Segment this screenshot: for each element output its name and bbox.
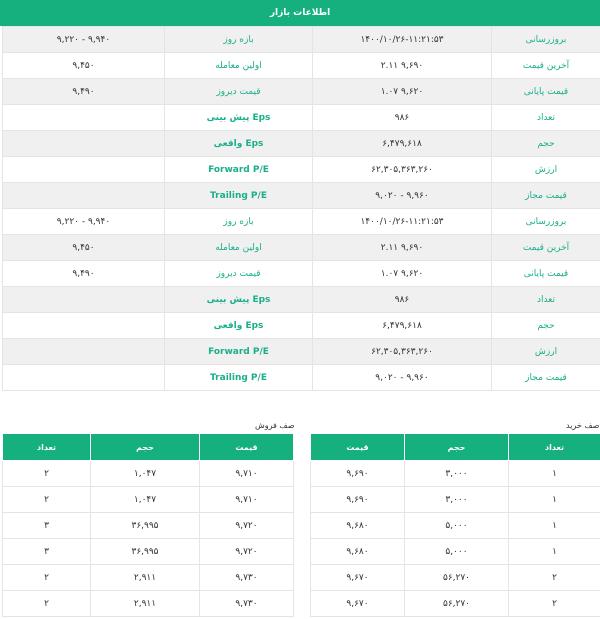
market-label-secondary: اولین معامله [165, 53, 313, 79]
market-info-row [3, 105, 600, 131]
buy-order-row [311, 461, 600, 487]
market-info-row [3, 209, 600, 235]
sell-count-cell: ۲ [3, 487, 91, 513]
sell-count-cell: ۲ [3, 461, 91, 487]
buy-count-cell: ۱ [509, 461, 600, 487]
market-label: بروزرسانی [492, 209, 600, 235]
market-label-secondary: Forward P/E [165, 339, 313, 365]
market-label: بروزرسانی [492, 27, 600, 53]
market-value-secondary: ۹,۴۹۰ [3, 79, 165, 105]
market-value: ۹,۶۹۰ ۲.۱۱ [313, 235, 492, 261]
sell-volume-cell: ۳۶,۹۹۵ [91, 539, 200, 565]
market-info-row [3, 183, 600, 209]
market-value: ۶,۴۷۹,۶۱۸ [313, 131, 492, 157]
market-info-header [0, 0, 600, 26]
buy-count-cell: ۱ [509, 513, 600, 539]
market-value: ۶۲,۳۰۵,۳۶۳,۲۶۰ [313, 157, 492, 183]
buy-volume-cell: ۵۶,۲۷۰ [405, 591, 509, 617]
sell-queue-title: صف فروش [255, 421, 295, 430]
market-info-row [3, 261, 600, 287]
market-value-secondary [3, 157, 165, 183]
buy-queue-title: صف خرید [566, 421, 600, 430]
sell-order-row [3, 565, 294, 591]
market-label: آخرین قیمت [492, 53, 600, 79]
market-label-secondary: Eps پیش بینی [165, 105, 313, 131]
market-info-table [2, 26, 600, 391]
buy-price-cell: ۹,۶۸۰ [311, 513, 405, 539]
sell-price-cell: ۹,۷۲۰ [200, 539, 294, 565]
market-label: قیمت مجاز [492, 365, 600, 391]
market-label: ارزش [492, 339, 600, 365]
market-info-row [3, 131, 600, 157]
market-value-secondary: ۹,۹۴۰ - ۹,۲۲۰ [3, 209, 165, 235]
buy-count-cell: ۲ [509, 591, 600, 617]
sell-price-cell: ۹,۷۲۰ [200, 513, 294, 539]
buy-order-row [311, 539, 600, 565]
market-label-secondary: قیمت دیروز [165, 261, 313, 287]
buy-volume-cell: ۳,۰۰۰ [405, 487, 509, 513]
market-value-secondary [3, 287, 165, 313]
buy-order-row [311, 591, 600, 617]
buy-queue-table [310, 433, 600, 617]
market-value: ۹,۹۶۰ - ۹,۰۲۰ [313, 365, 492, 391]
buy-price-cell: ۹,۶۷۰ [311, 565, 405, 591]
buy-price-cell: ۹,۶۸۰ [311, 539, 405, 565]
market-info-row [3, 339, 600, 365]
market-value-secondary [3, 183, 165, 209]
market-value: ۶,۴۷۹,۶۱۸ [313, 313, 492, 339]
market-label: قیمت مجاز [492, 183, 600, 209]
market-label: حجم [492, 313, 600, 339]
buy-count-cell: ۱ [509, 539, 600, 565]
sell-price-cell: ۹,۷۱۰ [200, 461, 294, 487]
sell-volume-cell: ۲,۹۱۱ [91, 591, 200, 617]
sell-queue-table [2, 433, 294, 617]
market-label: تعداد [492, 287, 600, 313]
sell-price-cell: ۹,۷۳۰ [200, 565, 294, 591]
market-value: ۹,۶۲۰ ۱.۰۷ [313, 79, 492, 105]
market-value-secondary [3, 339, 165, 365]
buy-price-cell: ۹,۶۷۰ [311, 591, 405, 617]
sell-count-header: تعداد [3, 434, 91, 461]
market-value-secondary: ۹,۴۵۰ [3, 235, 165, 261]
market-label-secondary: بازه روز [165, 27, 313, 53]
market-label-secondary: Trailing P/E [165, 183, 313, 209]
sell-order-row [3, 487, 294, 513]
sell-order-row [3, 539, 294, 565]
sell-price-header: قیمت [200, 434, 294, 461]
buy-count-cell: ۲ [509, 565, 600, 591]
buy-price-header: قیمت [311, 434, 405, 461]
sell-volume-cell: ۳۶,۹۹۵ [91, 513, 200, 539]
market-label-secondary: Forward P/E [165, 157, 313, 183]
market-label-secondary: Trailing P/E [165, 365, 313, 391]
market-info-row [3, 157, 600, 183]
sell-volume-cell: ۱,۰۴۷ [91, 461, 200, 487]
market-label: تعداد [492, 105, 600, 131]
buy-order-row [311, 487, 600, 513]
sell-count-cell: ۲ [3, 591, 91, 617]
market-value: ۹,۶۹۰ ۲.۱۱ [313, 53, 492, 79]
sell-count-cell: ۳ [3, 513, 91, 539]
sell-order-row [3, 461, 294, 487]
sell-volume-cell: ۲,۹۱۱ [91, 565, 200, 591]
sell-order-row [3, 591, 294, 617]
market-label-secondary: Eps پیش بینی [165, 287, 313, 313]
market-label-secondary: قیمت دیروز [165, 79, 313, 105]
market-label: قیمت پایانی [492, 261, 600, 287]
buy-volume-cell: ۵,۰۰۰ [405, 539, 509, 565]
market-value: ۹۸۶ [313, 105, 492, 131]
market-value: ۱۴۰۰/۱۰/۲۶-۱۱:۲۱:۵۳ [313, 209, 492, 235]
market-label-secondary: بازه روز [165, 209, 313, 235]
market-label: حجم [492, 131, 600, 157]
buy-price-cell: ۹,۶۹۰ [311, 461, 405, 487]
sell-count-cell: ۲ [3, 565, 91, 591]
market-label: ارزش [492, 157, 600, 183]
sell-volume-header: حجم [91, 434, 200, 461]
sell-volume-cell: ۱,۰۴۷ [91, 487, 200, 513]
market-info-row [3, 79, 600, 105]
sell-order-row [3, 513, 294, 539]
market-value: ۹۸۶ [313, 287, 492, 313]
market-info-row [3, 365, 600, 391]
market-value-secondary [3, 131, 165, 157]
buy-price-cell: ۹,۶۹۰ [311, 487, 405, 513]
market-value-secondary: ۹,۴۹۰ [3, 261, 165, 287]
buy-volume-cell: ۳,۰۰۰ [405, 461, 509, 487]
market-info-row [3, 235, 600, 261]
buy-volume-cell: ۵,۰۰۰ [405, 513, 509, 539]
market-value: ۹,۹۶۰ - ۹,۰۲۰ [313, 183, 492, 209]
market-value: ۶۲,۳۰۵,۳۶۳,۲۶۰ [313, 339, 492, 365]
market-value: ۱۴۰۰/۱۰/۲۶-۱۱:۲۱:۵۳ [313, 27, 492, 53]
market-value: ۹,۶۲۰ ۱.۰۷ [313, 261, 492, 287]
market-value-secondary [3, 313, 165, 339]
market-info-row [3, 287, 600, 313]
buy-order-row [311, 513, 600, 539]
market-value-secondary: ۹,۹۴۰ - ۹,۲۲۰ [3, 27, 165, 53]
market-label-secondary: اولین معامله [165, 235, 313, 261]
market-value-secondary: ۹,۴۵۰ [3, 53, 165, 79]
market-info-title: اطلاعات بازار [269, 8, 331, 18]
market-value-secondary [3, 105, 165, 131]
market-info-row [3, 313, 600, 339]
buy-volume-cell: ۵۶,۲۷۰ [405, 565, 509, 591]
market-label-secondary: Eps واقعی [165, 313, 313, 339]
buy-order-row [311, 565, 600, 591]
buy-count-header: تعداد [509, 434, 600, 461]
buy-volume-header: حجم [405, 434, 509, 461]
market-info-row [3, 27, 600, 53]
sell-count-cell: ۳ [3, 539, 91, 565]
market-label: قیمت پایانی [492, 79, 600, 105]
market-info-row [3, 53, 600, 79]
buy-count-cell: ۱ [509, 487, 600, 513]
sell-price-cell: ۹,۷۳۰ [200, 591, 294, 617]
market-label-secondary: Eps واقعی [165, 131, 313, 157]
market-value-secondary [3, 365, 165, 391]
market-label: آخرین قیمت [492, 235, 600, 261]
sell-price-cell: ۹,۷۱۰ [200, 487, 294, 513]
